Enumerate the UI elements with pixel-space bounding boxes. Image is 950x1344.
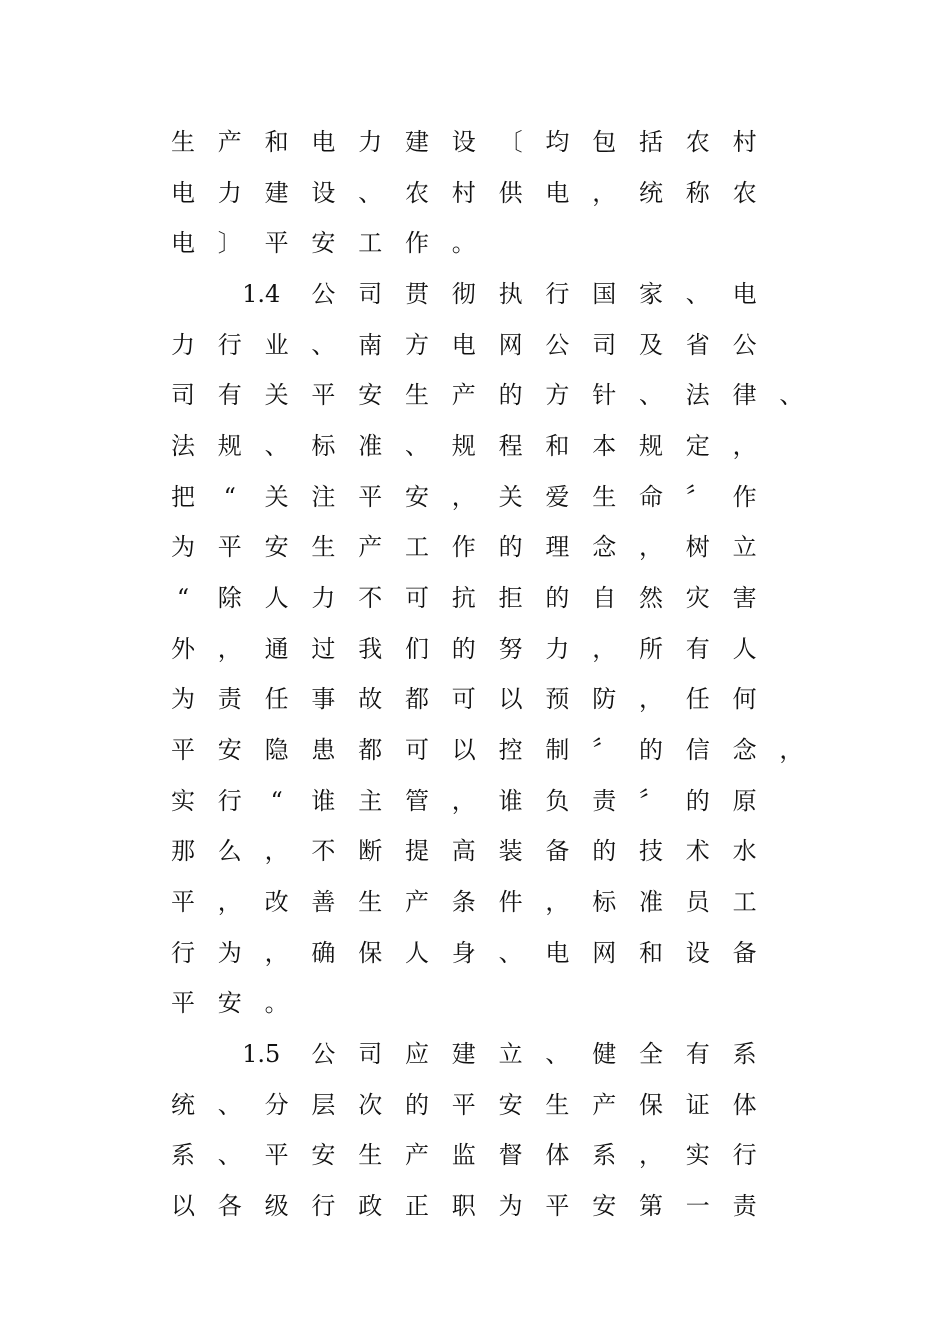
text-line: 为 责 任 事 故 都 可 以 预 防 ， 任 何	[171, 685, 757, 713]
text-line: 实 行 “ 谁 主 管 ， 谁 负 责 〞 的 原	[171, 787, 757, 815]
text-line: 统 、 分 层 次 的 平 安 生 产 保 证 体	[171, 1091, 757, 1119]
text-line: 司 有 关 平 安 生 产 的 方 针 、 法 律 、	[171, 381, 804, 409]
text-line: 生 产 和 电 力 建 设 〔 均 包 括 农 村	[171, 128, 757, 156]
text-line: 电 力 建 设 、 农 村 供 电 ， 统 称 农	[171, 179, 757, 207]
text-line: “ 除 人 力 不 可 抗 拒 的 自 然 灾 害	[176, 584, 757, 612]
text-line: 力 行 业 、 南 方 电 网 公 司 及 省 公	[171, 331, 757, 359]
text-line: 平 安 隐 患 都 可 以 控 制 〞 的 信 念 ，	[171, 736, 804, 764]
text-line: 以 各 级 行 政 正 职 为 平 安 第 一 责	[171, 1192, 757, 1220]
text-line: 为 平 安 生 产 工 作 的 理 念 ， 树 立	[171, 533, 757, 561]
text-line: 那 么 ， 不 断 提 高 装 备 的 技 术 水	[171, 837, 757, 865]
text-line: 1.5 公 司 应 建 立 、 健 全 有 系	[242, 1040, 757, 1068]
text-line: 1.4 公 司 贯 彻 执 行 国 家 、 电	[242, 280, 757, 308]
text-line: 系 、 平 安 生 产 监 督 体 系 ， 实 行	[171, 1141, 757, 1169]
text-line: 外 ， 通 过 我 们 的 努 力 ， 所 有 人	[171, 635, 757, 663]
text-line: 平 ， 改 善 生 产 条 件 ， 标 准 员 工	[171, 888, 757, 916]
text-line: 电 〕 平 安 工 作 。	[171, 229, 476, 257]
text-line: 行 为 ， 确 保 人 身 、 电 网 和 设 备	[171, 939, 757, 967]
text-line: 平 安 。	[171, 989, 289, 1017]
text-line: 法 规 、 标 准 、 规 程 和 本 规 定 ，	[171, 432, 757, 460]
text-line: 把 “ 关 注 平 安 ， 关 爱 生 命 〞 作	[171, 483, 757, 511]
